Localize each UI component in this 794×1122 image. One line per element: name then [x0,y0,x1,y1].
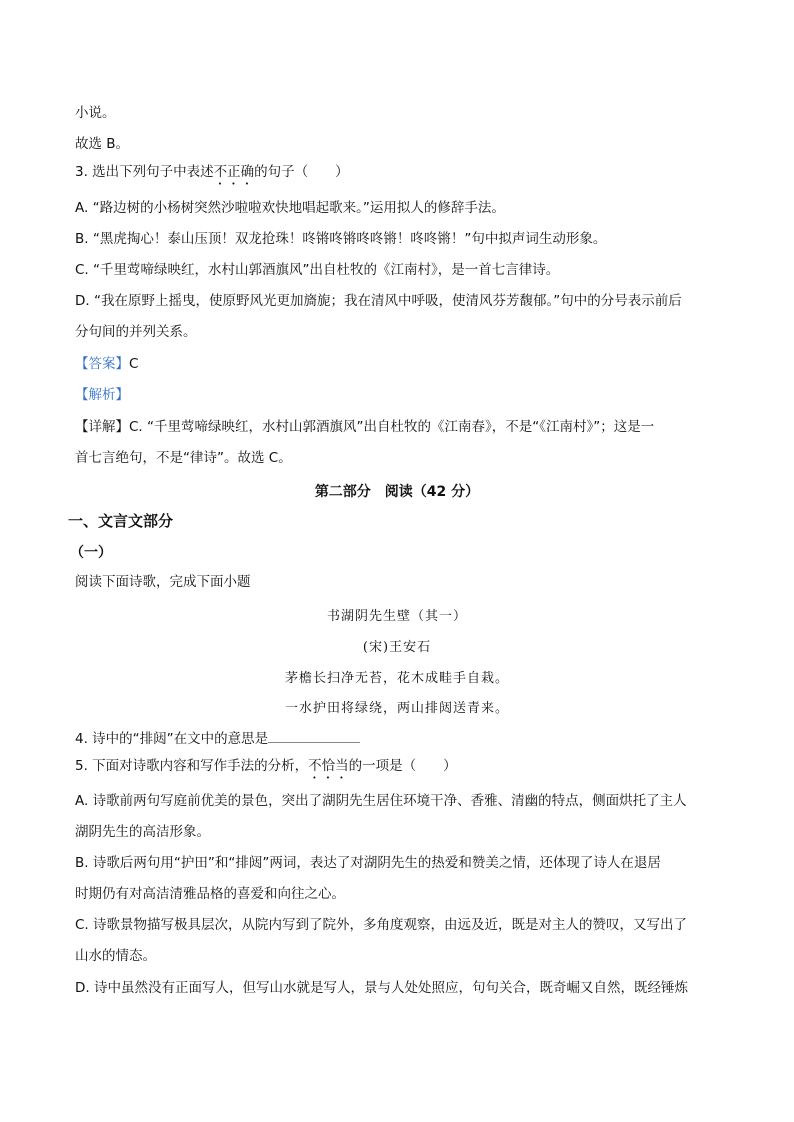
heading-wenyan: 一、文言文部分 [68,512,174,530]
q3-suffix: 的句子（ ） [254,164,349,180]
option-d: D. 诗中虽然没有正面写人，但写山水就是写人，景与人处处照应，句句关合，既奇崛又自然，既经锤炼 [75,980,688,996]
option-a: A. “路边树的小杨树突然沙啦啦欢快地唱起歌来。”运用拟人的修辞手法。 [75,200,505,216]
answer-blank[interactable] [268,730,360,743]
text-line: 故选 B。 [75,136,130,152]
heading-one: （一） [70,545,112,561]
answer-tag: 【答案】 [75,356,129,372]
answer [75,355,138,373]
option-b: B. “黑虎掏心！泰山压顶！双龙抢珠！咚锵咚锵咚咚锵！咚咚锵！”句中拟声词生动形象。 [75,231,607,247]
poem-title: 书湖阴先生壁（其一） [326,609,467,624]
poem-line: 茅檐长扫净无苔，花木成畦手自栽。 [284,671,509,686]
q5-emphasis: 不恰当 [308,758,349,774]
question-5 [75,757,457,782]
detail-line: 首七言绝句，不是“律诗”。故选 C。 [75,450,292,466]
poem-author: (宋)王安石 [362,640,432,655]
option-a: A. 诗歌前两句写庭前优美的景色，突出了湖阴先生居住环境干净、香雅、清幽的特点，侧面烘托了主人 [75,793,687,809]
option-b: B. 诗歌后两句用“护田”和“排闼”两词，表达了对湖阴先生的热爱和赞美之情，还体现了诗人在退居 [75,855,661,871]
option-b-cont: 时期仍有对高洁清雅品格的喜爱和向往之心。 [75,886,345,902]
detail-line: 【详解】C. “千里莺啼绿映红，水村山郭酒旗风”出自杜牧的《江南春》，不是“《江南村》”；这是一 [75,419,655,435]
poem-line: 一水护田将绿绕，两山排闼送青来。 [284,701,509,716]
answer-value: C [129,356,139,372]
q5-prefix: 5. 下面对诗歌内容和写作手法的分析， [75,758,309,774]
q5-suffix: 的一项是（ ） [348,758,457,774]
read-prompt: 阅读下面诗歌，完成下面小题 [75,574,251,590]
option-a-cont: 湖阴先生的高洁形象。 [75,824,210,840]
option-d-cont: 分句间的并列关系。 [75,324,197,340]
option-c-cont: 山水的情态。 [75,948,156,964]
q3-prefix: 3. 选出下列句子中表述 [75,164,214,180]
section-title: 第二部分 阅读（42 分） [314,484,480,500]
question-4 [75,730,360,748]
q4-text: 4. 诗中的“排闼”在文中的意思是 [75,731,269,747]
q3-emphasis: 不正确 [213,164,255,180]
option-d: D. “我在原野上摇曳，使原野风光更加旖旎；我在清风中呼吸，使清风芬芳馥郁。”句中的分号表示前后 [75,293,682,309]
analysis-tag: 【解析】 [75,387,129,403]
text-line: 小说。 [75,105,116,121]
option-c: C. “千里莺啼绿映红，水村山郭酒旗风”出自杜牧的《江南村》，是一首七言律诗。 [75,262,560,278]
question-3 [75,163,349,188]
option-c: C. 诗歌景物描写极具层次，从院内写到了院外，多角度观察，由远及近，既是对主人的赞叹，又写出了 [75,917,688,933]
